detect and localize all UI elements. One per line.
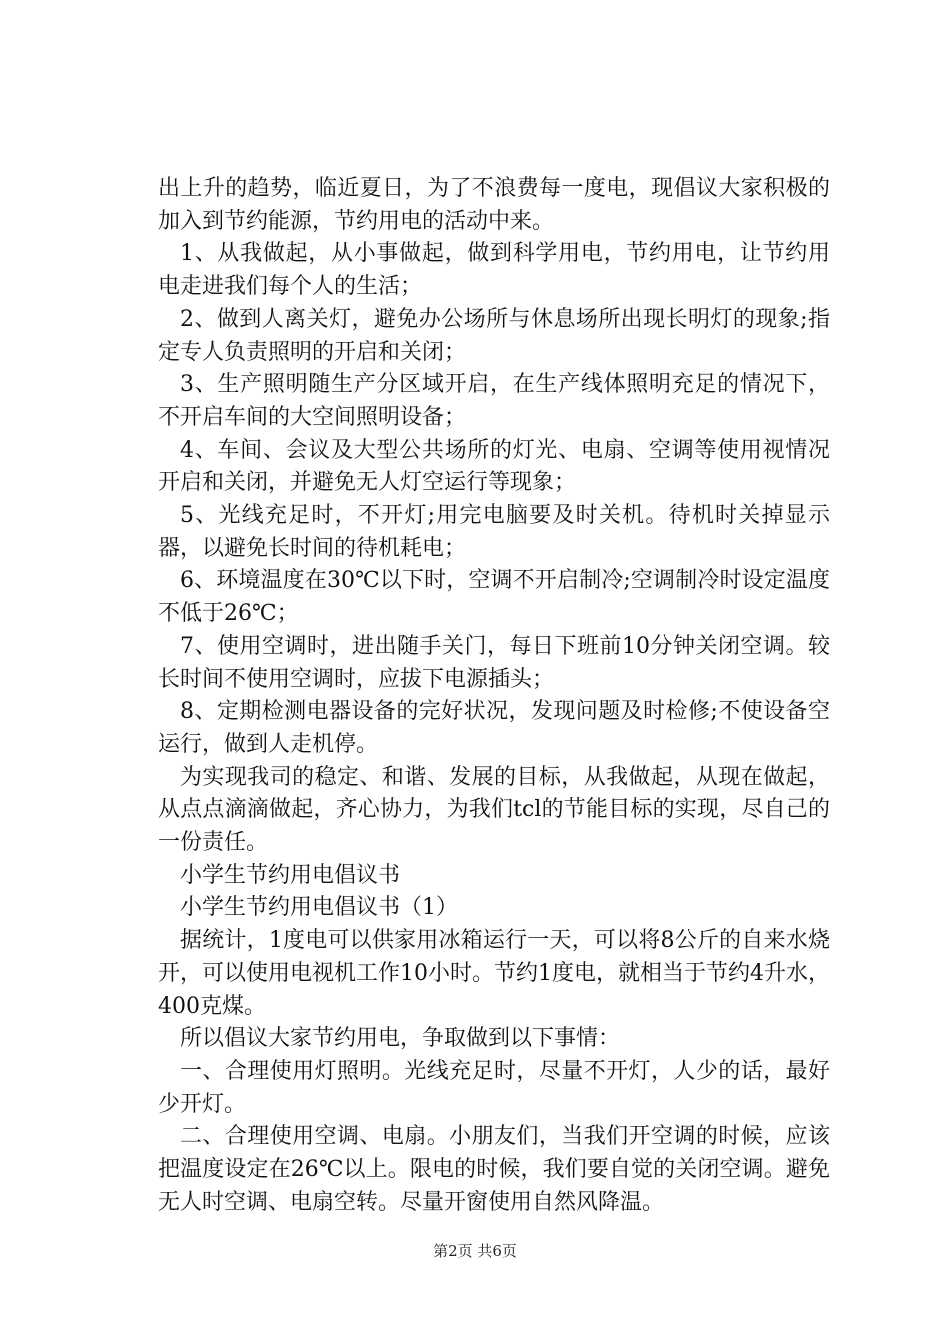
paragraph-6: 5、光线充足时，不开灯;用完电脑要及时关机。待机时关掉显示器，以避免长时间的待机耗电； xyxy=(158,503,830,561)
page-number-footer: 第2页 共6页 xyxy=(433,1242,517,1260)
paragraph-2: 1、从我做起，从小事做起，做到科学用电，节约用电，让节约用电走进我们每个人的生活； xyxy=(158,241,830,300)
paragraph-7: 6、环境温度在30℃以下时，空调不开启制冷;空调制冷时设定温度不低于26℃； xyxy=(158,568,830,627)
paragraph-16: 二、合理使用空调、电扇。小朋友们，当我们开空调的时候，应该把温度设定在26℃以上。限电的时候，我们要自觉的关闭空调。避免无人时空调、电扇空转。尽量开窗使用自然风降温。 xyxy=(158,1124,830,1215)
paragraph-8: 7、使用空调时，进出随手关门，每日下班前10分钟关闭空调。较长时间不使用空调时，应拔下电源插头； xyxy=(158,633,830,692)
section-heading: 小学生节约用电倡议书 xyxy=(180,862,401,888)
document-body xyxy=(158,173,830,1220)
paragraph-1: 出上升的趋势，临近夏日，为了不浪费每一度电，现倡议大家积极的加入到节约能源，节约用电的活动中来。 xyxy=(158,176,830,234)
paragraph-3: 2、做到人离关灯，避免办公场所与休息场所出现长明灯的现象;指定专人负责照明的开启和关闭； xyxy=(158,306,830,365)
paragraph-4: 3、生产照明随生产分区域开启，在生产线体照明充足的情况下，不开启车间的大空间照明设备； xyxy=(158,372,830,430)
paragraph-13: 据统计，1度电可以供家用冰箱运行一天，可以将8公斤的自来水烧开，可以使用电视机工作10小时。节约1度电，就相当于节约4升水，400克煤。 xyxy=(158,928,830,1019)
paragraph-15: 一、合理使用灯照明。光线充足时，尽量不开灯，人少的话，最好少开灯。 xyxy=(158,1058,830,1117)
paragraph-10: 为实现我司的稳定、和谐、发展的目标，从我做起，从现在做起，从点点滴滴做起，齐心协力，为我们tcl的节能目标的实现，尽自己的一份责任。 xyxy=(158,764,830,856)
section-subheading: 小学生节约用电倡议书（1） xyxy=(180,895,458,921)
paragraph-14: 所以倡议大家节约用电，争取做到以下事情： xyxy=(180,1026,621,1052)
paragraph-9: 8、定期检测电器设备的完好状况，发现问题及时检修;不使设备空运行，做到人走机停。 xyxy=(158,699,830,757)
paragraph-5: 4、车间、会议及大型公共场所的灯光、电扇、空调等使用视情况开启和关闭，并避免无人灯空运行等现象； xyxy=(158,437,830,496)
